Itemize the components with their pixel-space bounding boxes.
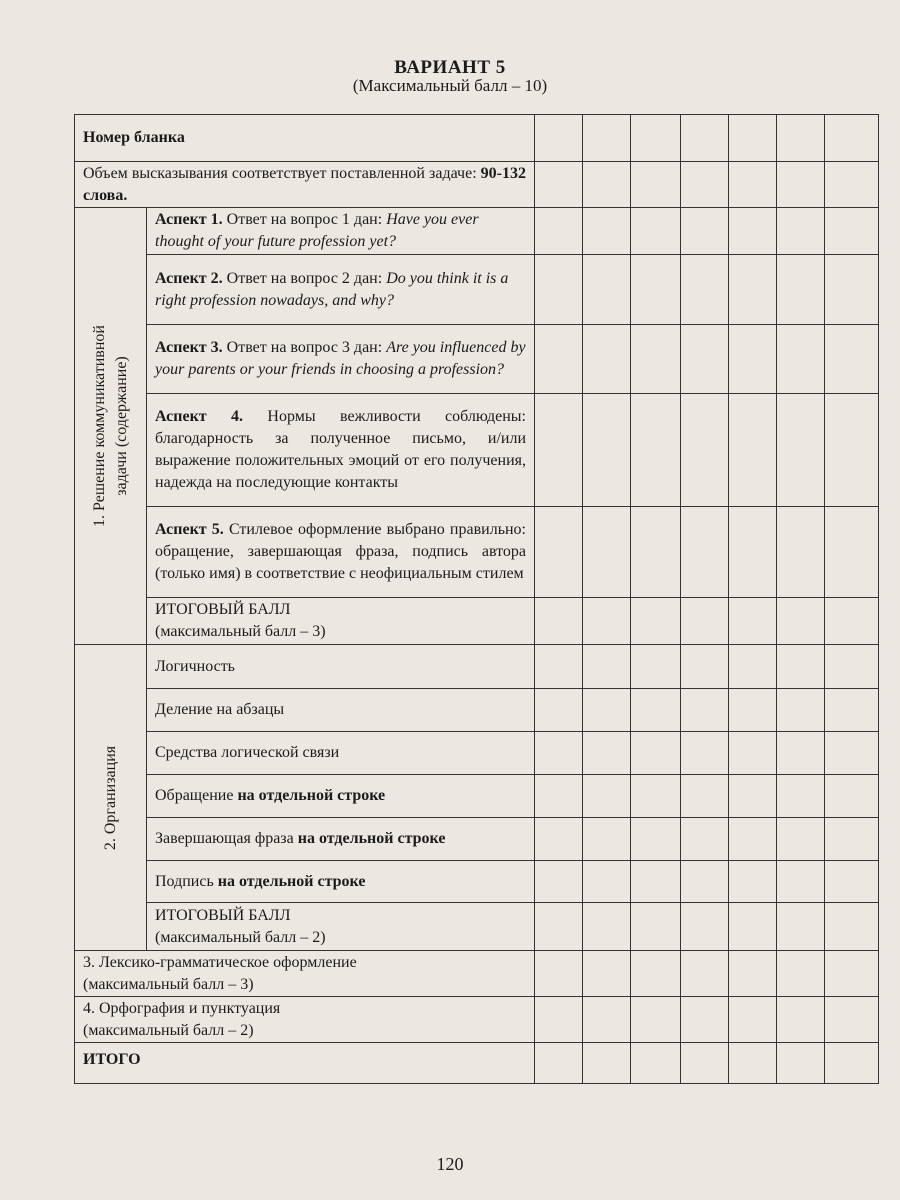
aspect-2: Аспект 2. Ответ на вопрос 2 дан: Do you think it is a right profession nowadays, and why? xyxy=(147,255,535,325)
score-cell[interactable] xyxy=(825,1043,879,1084)
page-number: 120 xyxy=(436,1154,464,1174)
score-cell[interactable] xyxy=(729,394,777,507)
score-cell[interactable] xyxy=(535,394,583,507)
score-cell[interactable] xyxy=(535,325,583,394)
table-row xyxy=(75,689,879,732)
score-cell[interactable] xyxy=(583,818,631,861)
score-cell[interactable] xyxy=(777,689,825,732)
score-cell[interactable] xyxy=(681,162,729,208)
score-cell[interactable] xyxy=(777,255,825,325)
score-cell[interactable] xyxy=(825,861,879,903)
score-cell[interactable] xyxy=(729,645,777,689)
aspect-4: Аспект 4. Нормы вежливости соблюдены: благодарность за полученное письмо, и/или выражение положительных эмоций от его получения, надежда на последующие контакты xyxy=(147,394,535,507)
score-cell[interactable] xyxy=(583,255,631,325)
aspect-1: Аспект 1. Ответ на вопрос 1 дан: Have you ever thought of your future profession yet? xyxy=(147,208,535,255)
table-row xyxy=(75,903,879,951)
score-cell[interactable] xyxy=(729,208,777,255)
score-cell[interactable] xyxy=(583,903,631,951)
page-subtitle: (Максимальный балл – 10) xyxy=(352,76,548,95)
score-cell[interactable] xyxy=(583,1043,631,1084)
aspect-5: Аспект 5. Стилевое оформление выбрано правильно: обращение, завершающая фраза, подпись автора (только имя) в соответствие с неофициальным стилем xyxy=(147,507,535,598)
volume-text: Объем высказывания соответствует поставленной задаче: xyxy=(83,164,481,182)
volume-words: 90-132 слова. xyxy=(83,164,526,204)
section1-label xyxy=(75,208,147,645)
table-row xyxy=(75,645,879,689)
score-cell[interactable] xyxy=(777,325,825,394)
score-cell[interactable] xyxy=(583,951,631,997)
score-cell[interactable] xyxy=(825,115,879,162)
score-cell[interactable] xyxy=(583,861,631,903)
score-cell[interactable] xyxy=(825,732,879,775)
score-cell[interactable] xyxy=(583,507,631,598)
score-cell[interactable] xyxy=(681,689,729,732)
score-cell[interactable] xyxy=(631,115,681,162)
table-row xyxy=(75,598,879,645)
score-cell[interactable] xyxy=(825,162,879,208)
score-cell[interactable] xyxy=(681,951,729,997)
score-cell[interactable] xyxy=(583,997,631,1043)
score-cell[interactable] xyxy=(681,1043,729,1084)
score-cell[interactable] xyxy=(583,208,631,255)
score-cell[interactable] xyxy=(535,115,583,162)
organization-criterion: Подпись на отдельной строке xyxy=(147,861,535,903)
score-cell[interactable] xyxy=(631,732,681,775)
score-cell[interactable] xyxy=(583,645,631,689)
score-cell[interactable] xyxy=(825,997,879,1043)
score-cell[interactable] xyxy=(825,208,879,255)
score-cell[interactable] xyxy=(681,732,729,775)
score-cell[interactable] xyxy=(825,325,879,394)
score-cell[interactable] xyxy=(729,903,777,951)
score-cell[interactable] xyxy=(777,732,825,775)
table-row xyxy=(75,861,879,903)
organization-criterion: Логичность xyxy=(147,645,535,689)
score-cell[interactable] xyxy=(729,115,777,162)
score-cell[interactable] xyxy=(729,997,777,1043)
score-cell[interactable] xyxy=(535,732,583,775)
score-cell[interactable] xyxy=(631,903,681,951)
score-cell[interactable] xyxy=(681,507,729,598)
score-cell[interactable] xyxy=(631,1043,681,1084)
grand-total-label: ИТОГО xyxy=(75,1043,535,1084)
score-cell[interactable] xyxy=(777,818,825,861)
section2-label xyxy=(75,645,147,951)
score-cell[interactable] xyxy=(535,255,583,325)
score-cell[interactable] xyxy=(631,818,681,861)
table-row xyxy=(75,255,879,325)
score-cell[interactable] xyxy=(631,162,681,208)
table-row xyxy=(75,732,879,775)
organization-criterion: Деление на абзацы xyxy=(147,689,535,732)
score-cell[interactable] xyxy=(777,162,825,208)
organization-criterion: Обращение на отдельной строке xyxy=(147,775,535,818)
organization-criterion: Средства логической связи xyxy=(147,732,535,775)
score-cell[interactable] xyxy=(825,689,879,732)
score-cell[interactable] xyxy=(535,997,583,1043)
score-cell[interactable] xyxy=(631,325,681,394)
score-cell[interactable] xyxy=(729,255,777,325)
score-cell[interactable] xyxy=(729,775,777,818)
score-cell[interactable] xyxy=(583,598,631,645)
organization-criterion: Завершающая фраза на отдельной строке xyxy=(147,818,535,861)
score-cell[interactable] xyxy=(631,645,681,689)
score-cell[interactable] xyxy=(729,598,777,645)
score-cell[interactable] xyxy=(777,775,825,818)
score-cell[interactable] xyxy=(729,818,777,861)
score-cell[interactable] xyxy=(729,732,777,775)
score-cell[interactable] xyxy=(631,507,681,598)
table-row xyxy=(75,115,879,162)
score-cell[interactable] xyxy=(777,861,825,903)
score-cell[interactable] xyxy=(825,598,879,645)
score-cell[interactable] xyxy=(631,208,681,255)
score-cell[interactable] xyxy=(535,1043,583,1084)
score-cell[interactable] xyxy=(535,162,583,208)
score-cell[interactable] xyxy=(631,997,681,1043)
score-cell[interactable] xyxy=(777,115,825,162)
score-cell[interactable] xyxy=(631,255,681,325)
score-cell[interactable] xyxy=(681,861,729,903)
section1-total: ИТОГОВЫЙ БАЛЛ (максимальный балл – 3) xyxy=(147,598,535,645)
score-cell[interactable] xyxy=(729,689,777,732)
score-cell[interactable] xyxy=(825,507,879,598)
score-cell[interactable] xyxy=(583,115,631,162)
score-cell[interactable] xyxy=(825,394,879,507)
section2-total: ИТОГОВЫЙ БАЛЛ (максимальный балл – 2) xyxy=(147,903,535,951)
score-cell[interactable] xyxy=(535,775,583,818)
score-cell[interactable] xyxy=(777,208,825,255)
score-cell[interactable] xyxy=(681,903,729,951)
score-cell[interactable] xyxy=(681,598,729,645)
score-cell[interactable] xyxy=(535,689,583,732)
score-cell[interactable] xyxy=(535,208,583,255)
score-cell[interactable] xyxy=(631,394,681,507)
score-cell[interactable] xyxy=(777,598,825,645)
score-cell[interactable] xyxy=(681,818,729,861)
score-cell[interactable] xyxy=(681,255,729,325)
score-cell[interactable] xyxy=(583,689,631,732)
score-cell[interactable] xyxy=(681,208,729,255)
page-title: ВАРИАНТ 5 xyxy=(394,57,506,78)
score-cell[interactable] xyxy=(777,997,825,1043)
table-row xyxy=(75,951,879,997)
score-cell[interactable] xyxy=(729,1043,777,1084)
score-cell[interactable] xyxy=(535,951,583,997)
score-cell[interactable] xyxy=(535,903,583,951)
table-row xyxy=(75,162,879,208)
score-cell[interactable] xyxy=(777,1043,825,1084)
score-cell[interactable] xyxy=(583,394,631,507)
score-cell[interactable] xyxy=(777,394,825,507)
score-cell[interactable] xyxy=(729,325,777,394)
score-cell[interactable] xyxy=(583,775,631,818)
scoring-table xyxy=(74,114,879,1084)
table-row xyxy=(75,997,879,1043)
score-cell[interactable] xyxy=(681,115,729,162)
score-cell[interactable] xyxy=(681,997,729,1043)
score-cell[interactable] xyxy=(631,951,681,997)
score-cell[interactable] xyxy=(631,598,681,645)
score-cell[interactable] xyxy=(535,818,583,861)
table-row xyxy=(75,394,879,507)
score-cell[interactable] xyxy=(825,818,879,861)
score-cell[interactable] xyxy=(631,775,681,818)
score-cell[interactable] xyxy=(583,162,631,208)
score-cell[interactable] xyxy=(825,903,879,951)
score-cell[interactable] xyxy=(631,689,681,732)
section2-label-text: 2. Организация xyxy=(101,745,119,850)
score-cell[interactable] xyxy=(729,951,777,997)
section1-label-line1: 1. Решение коммуникативной xyxy=(90,325,108,527)
score-cell[interactable] xyxy=(535,861,583,903)
score-cell[interactable] xyxy=(825,255,879,325)
table-row xyxy=(75,775,879,818)
score-cell[interactable] xyxy=(729,861,777,903)
score-cell[interactable] xyxy=(777,951,825,997)
section1-label-line2: задачи (содержание) xyxy=(112,356,130,496)
form-number-label: Номер бланка xyxy=(75,115,535,162)
score-cell[interactable] xyxy=(777,507,825,598)
score-cell[interactable] xyxy=(681,645,729,689)
score-cell[interactable] xyxy=(583,325,631,394)
score-cell[interactable] xyxy=(631,861,681,903)
table-row xyxy=(75,208,879,255)
score-cell[interactable] xyxy=(729,507,777,598)
score-cell[interactable] xyxy=(777,645,825,689)
score-cell[interactable] xyxy=(825,645,879,689)
table-row xyxy=(75,507,879,598)
score-cell[interactable] xyxy=(825,951,879,997)
score-cell[interactable] xyxy=(535,507,583,598)
score-cell[interactable] xyxy=(681,775,729,818)
table-row xyxy=(75,818,879,861)
volume-criterion xyxy=(75,162,535,208)
score-cell[interactable] xyxy=(583,732,631,775)
table-row xyxy=(75,1043,879,1084)
table-row xyxy=(75,325,879,394)
score-cell[interactable] xyxy=(729,162,777,208)
score-cell[interactable] xyxy=(535,598,583,645)
score-cell[interactable] xyxy=(681,394,729,507)
lexical-grammar-criterion: 3. Лексико-грамматическое оформление (максимальный балл – 3) xyxy=(75,951,535,997)
spelling-punctuation-criterion: 4. Орфография и пунктуация (максимальный балл – 2) xyxy=(75,997,535,1043)
aspect-3: Аспект 3. Ответ на вопрос 3 дан: Are you influenced by your parents or your friends in choosing a profession? xyxy=(147,325,535,394)
score-cell[interactable] xyxy=(777,903,825,951)
score-cell[interactable] xyxy=(681,325,729,394)
score-cell[interactable] xyxy=(535,645,583,689)
score-cell[interactable] xyxy=(825,775,879,818)
